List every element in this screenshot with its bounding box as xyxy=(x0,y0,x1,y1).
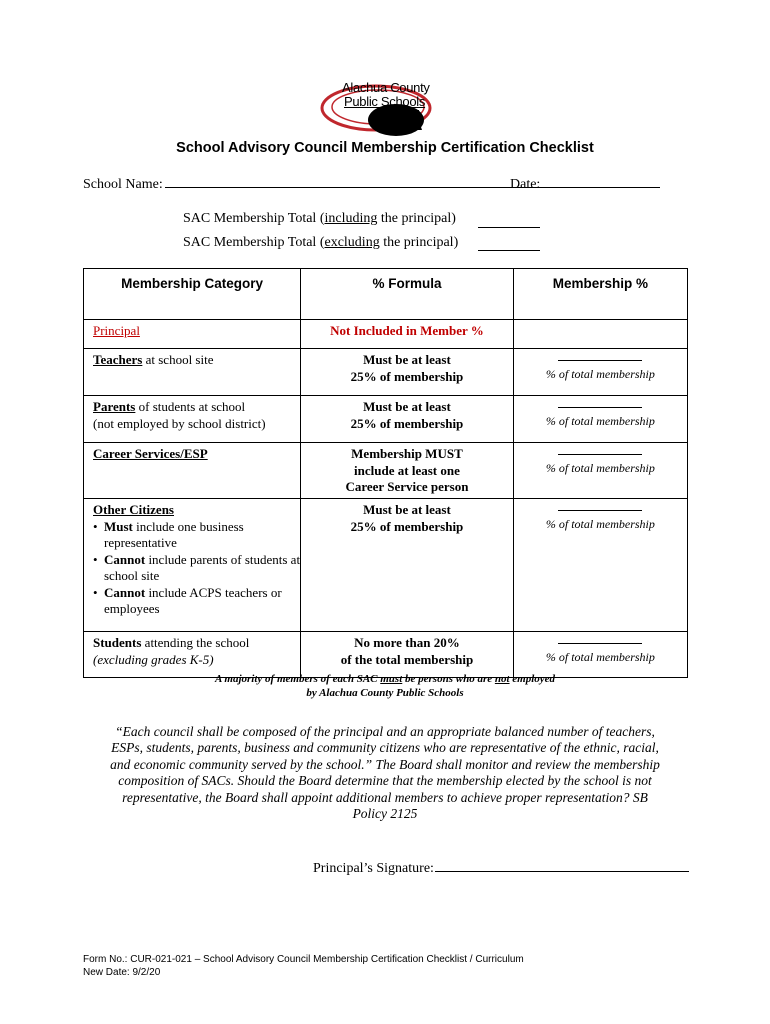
date-blank[interactable] xyxy=(542,173,660,188)
school-name-label: School Name: xyxy=(83,177,163,192)
date-label: Date: xyxy=(510,177,541,192)
principal-label: Principal xyxy=(93,323,140,338)
list-item: • Cannot include parents of students at school site xyxy=(93,552,300,585)
career-pct-blank[interactable] xyxy=(558,446,642,455)
total-including-blank[interactable] xyxy=(478,226,540,228)
table-row-parents: Parents of students at school (not employed by school district) Must be at least 25% of membership % of total membership xyxy=(84,396,688,443)
table-header-row xyxy=(84,269,688,320)
logo-line1: Alachua County xyxy=(342,80,430,95)
students-label: Students xyxy=(93,635,142,650)
school-name-field[interactable] xyxy=(83,173,559,193)
footer-form-no: Form No.: CUR-021-021 – School Advisory Council Membership Certification Checklist / Curriculum xyxy=(83,954,524,965)
policy-quote: “Each council shall be composed of the principal and an appropriate balanced number of teachers, ESPs, students, parents, business and community citizens who are representative of the ethnic, racial, and economic community served by the school.” The Board shall monitor and review the membership composition of SACs. Should the Board determine that the membership elected by the school is not representative, the Board shall appoint additional members to achieve proper representation? SB Policy 2125 xyxy=(110,724,660,822)
table-row-teachers: Teachers at school site Must be at least 25% of membership % of total membership xyxy=(84,349,688,396)
teachers-label: Teachers xyxy=(93,352,143,367)
principal-formula: Not Included in Member % xyxy=(330,323,484,338)
total-excluding-label: SAC Membership Total (excluding the principal) xyxy=(183,235,459,250)
signature-field[interactable] xyxy=(313,857,689,877)
citizens-label: Other Citizens xyxy=(93,502,174,517)
table-row-principal xyxy=(84,320,688,349)
page-title: School Advisory Council Membership Certification Checklist xyxy=(176,140,594,156)
parents-pct-blank[interactable] xyxy=(558,399,642,408)
table-row-students: Students attending the school (excluding grades K-5) No more than 20% of the total membership % of total membership xyxy=(84,632,688,678)
signature-blank[interactable] xyxy=(435,857,689,872)
career-label: Career Services/ESP xyxy=(93,446,208,461)
col-header-category: Membership Category xyxy=(84,269,301,320)
teachers-pct-blank[interactable] xyxy=(558,352,642,361)
school-name-blank[interactable] xyxy=(165,173,559,188)
table-row-citizens: Other Citizens • Must include one business representative • Cannot include parents of students at school site • Cannot include ACPS teachers or employees Must be at least 25% of membership % of total membership xyxy=(84,499,688,632)
membership-table xyxy=(83,268,688,678)
table-row-career: Career Services/ESP Membership MUST include at least one Career Service person % of total membership xyxy=(84,443,688,499)
students-pct-blank[interactable] xyxy=(558,635,642,644)
district-logo xyxy=(316,80,452,140)
col-header-membership: Membership % xyxy=(513,269,687,320)
form-footer xyxy=(83,953,524,979)
citizens-requirements xyxy=(93,519,300,618)
parents-label: Parents xyxy=(93,399,136,414)
footer-date: New Date: 9/2/20 xyxy=(83,967,161,978)
total-including-label: SAC Membership Total (including the principal) xyxy=(183,211,456,226)
total-excluding-blank[interactable] xyxy=(478,249,540,251)
date-field[interactable] xyxy=(510,173,660,193)
majority-note: A majority of members of each SAC must be persons who are not employed by Alachua County Public Schools xyxy=(214,673,556,699)
list-item: • Cannot include ACPS teachers or employees xyxy=(93,585,300,618)
logo-line2: Public Schools xyxy=(344,94,426,109)
col-header-formula: % Formula xyxy=(301,269,514,320)
list-item: • Must include one business representative xyxy=(93,519,300,552)
signature-label: Principal’s Signature: xyxy=(313,861,434,876)
citizens-pct-blank[interactable] xyxy=(558,502,642,511)
